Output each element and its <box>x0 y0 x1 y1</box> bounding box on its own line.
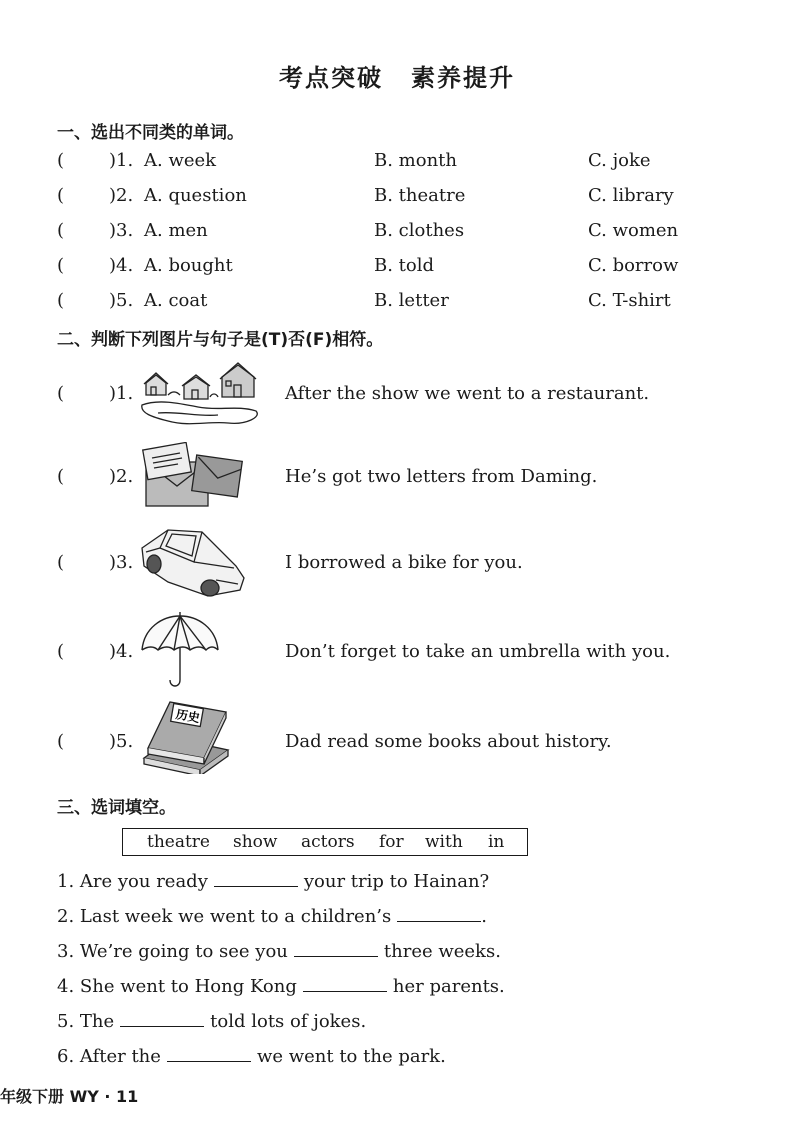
answer-paren[interactable]: ( <box>57 383 65 404</box>
answer-blank[interactable] <box>167 1045 251 1062</box>
envelopes-letters-picture <box>142 442 244 512</box>
sentence: He’s got two letters from Daming. <box>285 466 598 487</box>
sentence: I borrowed a bike for you. <box>285 552 523 573</box>
answer-paren[interactable]: ( <box>57 552 65 573</box>
option-b: B. letter <box>374 290 449 311</box>
question-number: )4. <box>109 641 134 662</box>
sentence-after: . <box>481 906 487 927</box>
sentence-before: 3. We’re going to see you <box>57 941 288 962</box>
answer-paren[interactable]: ( <box>57 290 65 311</box>
answer-paren[interactable]: ( <box>57 255 65 276</box>
fill-sentence-2 <box>57 905 487 927</box>
sentence: Dad read some books about history. <box>285 731 612 752</box>
option-a: A. bought <box>144 255 233 276</box>
fill-sentence-3 <box>57 940 501 962</box>
sentence-after: her parents. <box>392 976 505 997</box>
word-bank <box>122 828 528 856</box>
answer-blank[interactable] <box>294 940 378 957</box>
option-c: C. T-shirt <box>588 290 671 311</box>
question-number: )5. <box>109 290 134 311</box>
question-number: )5. <box>109 731 134 752</box>
question-number: )2. <box>109 185 134 206</box>
village-houses-picture <box>138 355 270 430</box>
option-b: B. told <box>374 255 435 276</box>
sentence-after: three weeks. <box>383 941 501 962</box>
fill-sentence-1 <box>57 870 489 892</box>
option-b: B. clothes <box>374 220 465 241</box>
question-number: )3. <box>109 552 134 573</box>
question-number: )1. <box>109 150 134 171</box>
page-title <box>0 58 794 93</box>
sentence-before: 5. The <box>57 1011 115 1032</box>
question-number: )4. <box>109 255 134 276</box>
answer-paren[interactable]: ( <box>57 150 65 171</box>
sentence: Don’t forget to take an umbrella with you. <box>285 641 671 662</box>
option-a: A. question <box>144 185 247 206</box>
option-c: C. women <box>588 220 679 241</box>
history-books-picture <box>140 698 232 774</box>
option-b: B. theatre <box>374 185 466 206</box>
sentence-after: told lots of jokes. <box>210 1011 367 1032</box>
fill-sentence-5 <box>57 1010 366 1032</box>
word-bank-item: with <box>425 832 463 852</box>
section2-heading: 二、判断下列图片与句子是(T)否(F)相符。 <box>57 330 384 350</box>
section1-heading: 一、选出不同类的单词。 <box>57 123 244 143</box>
title-part2: 素养提升 <box>411 64 515 92</box>
sentence: After the show we went to a restaurant. <box>285 383 650 404</box>
option-b: B. month <box>374 150 457 171</box>
word-bank-item: for <box>379 832 404 852</box>
option-a: A. week <box>144 150 217 171</box>
title-part1: 考点突破 <box>279 64 383 92</box>
answer-blank[interactable] <box>120 1010 204 1027</box>
answer-blank[interactable] <box>214 870 298 887</box>
option-a: A. men <box>144 220 208 241</box>
sentence-after: we went to the park. <box>256 1046 446 1067</box>
book-label: 历史 <box>174 707 201 726</box>
option-c: C. library <box>588 185 674 206</box>
word-bank-item: theatre <box>147 832 210 852</box>
page-footer: 年级下册 WY · 11 <box>0 1087 139 1106</box>
option-c: C. borrow <box>588 255 679 276</box>
answer-paren[interactable]: ( <box>57 731 65 752</box>
sentence-before: 2. Last week we went to a children’s <box>57 906 392 927</box>
word-bank-item: show <box>233 832 278 852</box>
sentence-before: 1. Are you ready <box>57 871 208 892</box>
answer-paren[interactable]: ( <box>57 641 65 662</box>
section3-heading: 三、选词填空。 <box>57 798 176 818</box>
word-bank-item: in <box>488 832 505 852</box>
sentence-before: 6. After the <box>57 1046 161 1067</box>
answer-blank[interactable] <box>303 975 387 992</box>
umbrella-picture <box>138 610 222 690</box>
option-c: C. joke <box>588 150 651 171</box>
sentence-after: your trip to Hainan? <box>303 871 490 892</box>
question-number: )3. <box>109 220 134 241</box>
option-a: A. coat <box>144 290 208 311</box>
fill-sentence-4 <box>57 975 505 997</box>
answer-paren[interactable]: ( <box>57 466 65 487</box>
question-number: )1. <box>109 383 134 404</box>
word-bank-item: actors <box>301 832 355 852</box>
car-picture <box>138 522 248 602</box>
answer-blank[interactable] <box>397 905 481 922</box>
answer-paren[interactable]: ( <box>57 185 65 206</box>
question-number: )2. <box>109 466 134 487</box>
fill-sentence-6 <box>57 1045 446 1067</box>
sentence-before: 4. She went to Hong Kong <box>57 976 297 997</box>
answer-paren[interactable]: ( <box>57 220 65 241</box>
